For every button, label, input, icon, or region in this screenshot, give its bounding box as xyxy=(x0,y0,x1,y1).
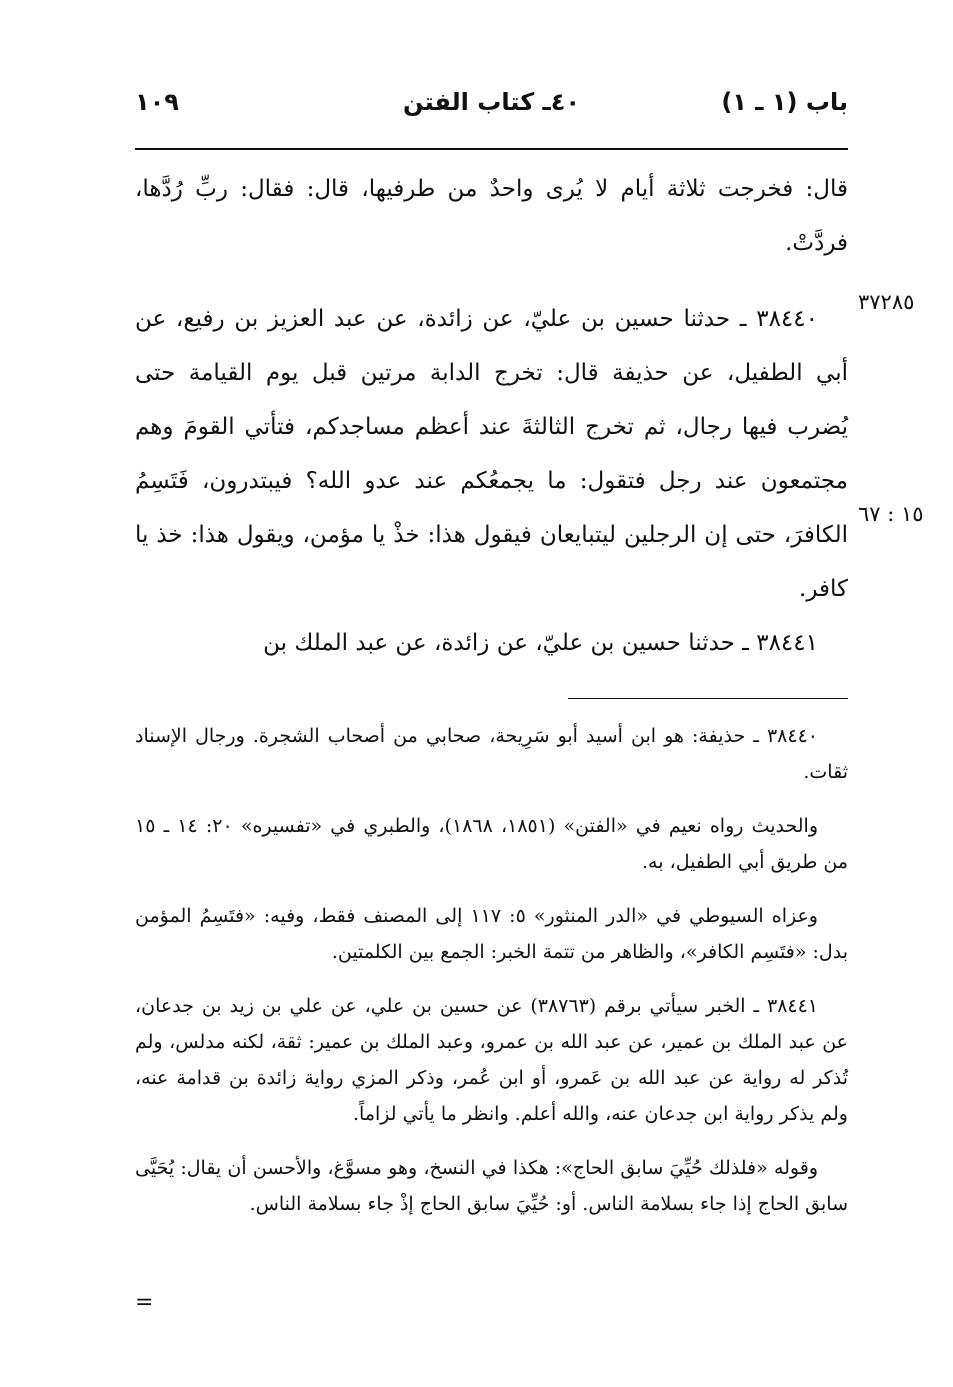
main-paragraph-38441: ٣٨٤٤١ ـ حدثنا حسين بن عليّ، عن زائدة، عن عبد الملك بن xyxy=(263,630,818,656)
main-paragraph-38440: ٣٨٤٤٠ ـ حدثنا حسين بن عليّ، عن زائدة، عن عبد العزيز بن رفيع، عن أبي الطفيل، عن حذيفة قال: تخرج الدابة مرتين قبل يوم القيامة حتى يُضرب فيها رجال، ثم تخرج الثالثةَ عند أعظم مساجدكم، فتأتي القومَ وهم مجتمعون عند رجل فتقول: ما يجمعُكم عند عدو الله؟ فيبتدرون، فَتَسِمُ الكافرَ، حتى إن الرجلين ليتبايعان فيقول هذا: خذْ يا مؤمن، ويقول هذا: خذ يا كافر. xyxy=(135,306,848,602)
footnote-3: وعزاه السيوطي في «الدر المنثور» ٥: ١١٧ إلى المصنف فقط، وفيه: «فتَسِمُ المؤمن بدل: «فتَسِم الكافر»، والظاهر من تتمة الخبر: الجمع بين الكلمتين. xyxy=(135,905,848,963)
margin-reference-1: ٣٧٢٨٥ xyxy=(858,290,915,314)
footnote-4: ٣٨٤٤١ ـ الخبر سيأتي برقم (٣٨٧٦٣) عن حسين بن علي، عن علي بن زيد بن جدعان، عن عبد الملك بن عمير، عن عبد الله بن عمرو، وعبد الملك بن عمير: ثقة، لكنه مدلس، ولم تُذكر له رواية عن عبد الله بن عَمرو، أو ابن عُمر، وذكر المزي رواية زائدة بن قدامة عنه، ولم يذكر رواية ابن جدعان عنه، والله أعلم. وانظر ما يأتي لزاماً. xyxy=(135,995,848,1125)
page-number: ١٠٩ xyxy=(135,88,179,116)
continuation-mark: = xyxy=(135,1290,154,1315)
book-title: ٤٠ـ كتاب الفتن xyxy=(403,88,580,116)
page-header xyxy=(135,88,848,132)
footnote-1: ٣٨٤٤٠ ـ حذيفة: هو ابن أسيد أبو سَرِيحة، صحابي من أصحاب الشجرة. ورجال الإسناد ثقات. xyxy=(135,725,848,783)
header-divider xyxy=(135,148,848,150)
main-paragraph-continuation: قال: فخرجت ثلاثة أيام لا يُرى واحدٌ من طرفيها، قال: فقال: ربِّ رُدَّها، فردَّتْ. xyxy=(135,176,848,256)
chapter-heading: باب (١ ـ ١) xyxy=(721,88,848,116)
footnote-5: وقوله «فلذلك حُيِّيَ سابق الحاج»: هكذا في النسخ، وهو مسوَّغ، والأحسن أن يقال: يُحَيَّى سابق الحاج إذا جاء بسلامة الناس. أو: حُيِّيَ سابق الحاج إذْ جاء بسلامة الناس. xyxy=(135,1157,848,1215)
footnote-2: والحديث رواه نعيم في «الفتن» (١٨٥١، ١٨٦٨)، والطبري في «تفسيره» ٢٠: ١٤ ـ ١٥ من طريق أبي الطفيل، به. xyxy=(135,815,848,873)
margin-reference-2: ١٥ : ٦٧ xyxy=(858,502,924,526)
footnote-divider xyxy=(568,698,848,699)
